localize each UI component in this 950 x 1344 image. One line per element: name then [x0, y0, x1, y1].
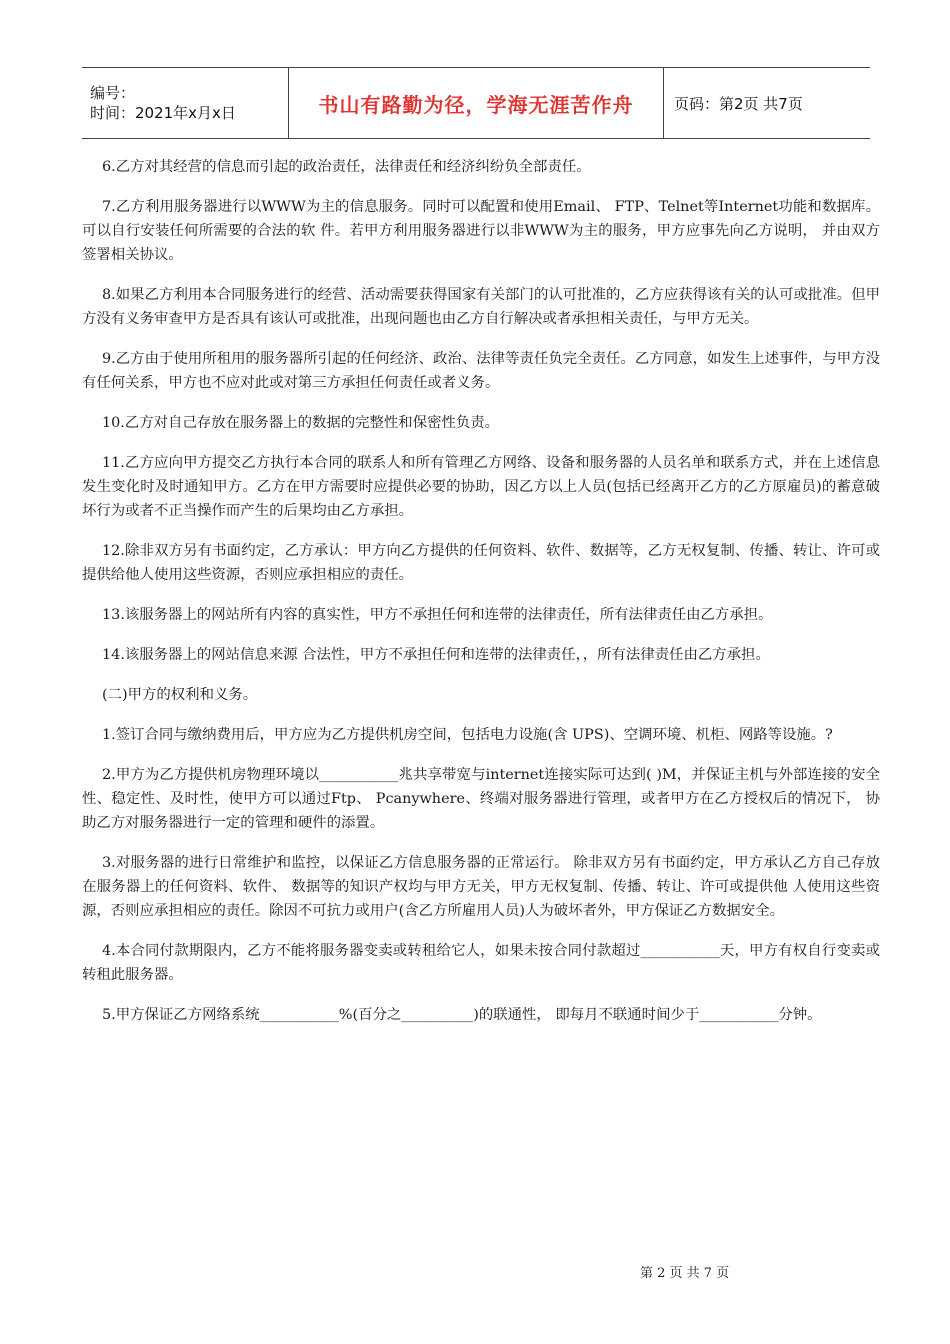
- document-number-label: 编号：: [90, 84, 136, 102]
- clause-13: 13.该服务器上的网站所有内容的真实性，甲方不承担任何和连带的法律责任，所有法律责任由乙方承担。: [102, 607, 773, 623]
- document-body: [82, 155, 880, 1043]
- party-a-clause-3: 3.对服务器的进行日常维护和监控，以保证乙方信息服务器的正常运行。 除非双方另有书面约定，甲方承认乙方自己存放在服务器上的任何资料、软件、 数据等的知识产权均与甲方无关，甲方无权复制、传播、转让、许可或提供他 人使用这些资源，否则应承担相应的责任。除因不可抗力或用户(含乙方所雇用人员)人为破坏者外，甲方保证乙方数据安全。: [82, 855, 880, 919]
- clause-12: 12.除非双方另有书面约定，乙方承认：甲方向乙方提供的任何资料、软件、数据等，乙方无权复制、传播、转让、许可或提供给他人使用这些资源，否则应承担相应的责任。: [82, 543, 880, 583]
- clause-7: 7.乙方利用服务器进行以WWW为主的信息服务。同时可以配置和使用Email、 FTP、Telnet等Internet功能和数据库。可以自行安装任何所需要的合法的软 件。若甲方利用服务器进行以非WWW为主的服务，甲方应事先向乙方说明， 并由双方签署相关协议。: [82, 199, 880, 263]
- document-time-label: 时间：2021年x月x日: [90, 104, 236, 122]
- clause-9: 9.乙方由于使用所租用的服务器所引起的任何经济、政治、法律等责任负完全责任。乙方同意，如发生上述事件，与甲方没有任何关系，甲方也不应对此或对第三方承担任何责任或者义务。: [82, 351, 880, 391]
- header-motto-cell: [289, 68, 664, 138]
- clause-11: 11.乙方应向甲方提交乙方执行本合同的联系人和所有管理乙方网络、设备和服务器的人员名单和联系方式，并在上述信息发生变化时及时通知甲方。乙方在甲方需要时应提供必要的协助，因乙方以上人员(包括已经离开乙方的乙方原雇员)的蓄意破坏行为或者不正当操作而产生的后果均由乙方承担。: [82, 455, 880, 519]
- clause-14: 14.该服务器上的网站信息来源 合法性，甲方不承担任何和连带的法律责任，，所有法律责任由乙方承担。: [102, 647, 770, 663]
- clause-6: 6.乙方对其经营的信息而引起的政治责任，法律责任和经济纠纷负全部责任。: [102, 159, 591, 175]
- party-a-clause-5: 5.甲方保证乙方网络系统___________%(百分之__________)的联通性， 即每月不联通时间少于___________分钟。: [102, 1007, 822, 1023]
- page-header: [82, 67, 870, 139]
- clause-10: 10.乙方对自己存放在服务器上的数据的完整性和保密性负责。: [102, 415, 500, 431]
- party-a-clause-4: 4.本合同付款期限内，乙方不能将服务器变卖或转租给它人，如果未按合同付款超过___________天，甲方有权自行变卖或转租此服务器。: [82, 943, 880, 983]
- clause-8: 8.如果乙方利用本合同服务进行的经营、活动需要获得国家有关部门的认可批准的，乙方应获得该有关的认可或批准。但甲方没有义务审查甲方是否具有该认可或批准，出现问题也由乙方自行解决或者承担相关责任，与甲方无关。: [82, 287, 880, 327]
- party-a-clause-1: 1.签订合同与缴纳费用后，甲方应为乙方提供机房空间，包括电力设施(含 UPS)、空调环境、机柜、网路等设施。?: [102, 727, 833, 743]
- page-footer: 第 2 页 共 7 页: [640, 1266, 730, 1281]
- header-motto: 书山有路勤为径，学海无涯苦作舟: [318, 92, 634, 117]
- header-page-cell: [664, 68, 870, 138]
- header-page-label: 页码：第2页 共7页: [674, 94, 803, 113]
- party-a-clause-2: 2.甲方为乙方提供机房物理环境以___________兆共享带宽与internet连接实际可达到( )M，并保证主机与外部连接的安全性、稳定性、及时性，使甲方可以通过Ftp、 Pcanywhere、终端对服务器进行管理，或者甲方在乙方授权后的情况下， 协助乙方对服务器进行一定的管理和硬件的添置。: [82, 767, 880, 831]
- header-info-cell: [82, 68, 289, 138]
- section-heading-party-a: (二)甲方的权利和义务。: [102, 687, 258, 703]
